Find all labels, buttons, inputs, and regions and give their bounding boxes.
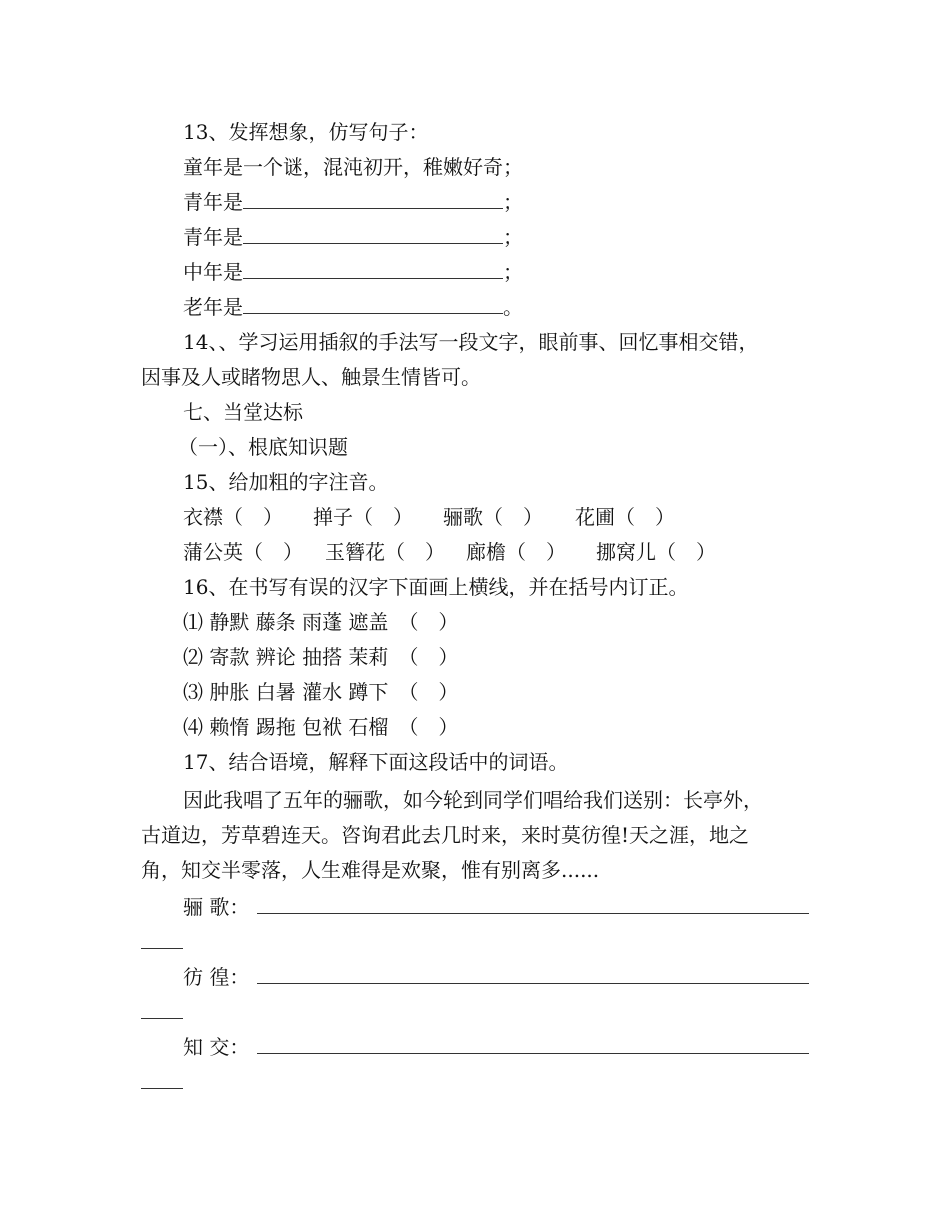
- answer-blank-continuation: [141, 948, 183, 949]
- q16-item: [183, 678, 458, 706]
- q17-passage-line: 角，知交半零落，人生难得是欢聚，惟有别离多......: [141, 858, 600, 882]
- q15-item: 蒲公英（ ）: [183, 540, 303, 564]
- q15-item: 衣襟（ ）: [183, 505, 283, 529]
- q13-line-prefix: 老年是: [183, 295, 243, 319]
- answer-blank-continuation: [141, 1018, 183, 1019]
- answer-blank[interactable]: [257, 963, 809, 984]
- q16-item-number: ⑴: [183, 610, 203, 634]
- q15-item: 玉簪花（ ）: [325, 540, 445, 564]
- answer-blank[interactable]: [243, 293, 503, 314]
- q13-example: 童年是一个谜，混沌初开，稚嫩好奇；: [183, 155, 523, 179]
- q16-item-words: 赖惰 踢拖 包袱 石榴: [209, 715, 389, 739]
- q13-line-end: 。: [503, 295, 523, 319]
- q16-item-words: 肿胀 白暑 灌水 蹲下: [209, 680, 389, 704]
- q17-term-label: 骊 歌：: [183, 895, 250, 919]
- q17-term-label: 知 交：: [183, 1035, 250, 1059]
- q13-line-prefix: 青年是: [183, 190, 243, 214]
- q15-title: 15、给加粗的字注音。: [183, 470, 389, 494]
- answer-blank[interactable]: [243, 258, 503, 279]
- q13-line-prefix: 中年是: [183, 260, 243, 284]
- answer-blank[interactable]: [257, 893, 809, 914]
- q13-line-4: [183, 293, 523, 321]
- answer-blank[interactable]: [257, 1033, 809, 1054]
- q15-item: 掸子（ ）: [313, 505, 413, 529]
- q15-item: 挪窝儿（ ）: [596, 540, 716, 564]
- q13-line-end: ；: [503, 225, 523, 249]
- q14-line-2: 因事及人或睹物思人、触景生情皆可。: [141, 365, 481, 389]
- q13-line-end: ；: [503, 260, 523, 284]
- q17-title: 17、结合语境，解释下面这段话中的词语。: [183, 750, 569, 774]
- q17-term-row: [183, 963, 809, 991]
- q15-item: 骊歌（ ）: [443, 505, 543, 529]
- q17-term-row: [183, 1033, 809, 1061]
- q16-item-number: ⑵: [183, 645, 203, 669]
- q17-passage-line: 古道边，芳草碧连天。咨询君此去几时来，来时莫彷徨!天之涯，地之: [141, 823, 750, 847]
- answer-blank[interactable]: [243, 223, 503, 244]
- section-7-subtitle: （一）、根底知识题: [178, 435, 348, 459]
- q16-item: [183, 713, 458, 741]
- q13-title: 13、发挥想象，仿写句子：: [183, 120, 429, 144]
- q16-item: [183, 608, 458, 636]
- q16-item-paren: （ ）: [398, 680, 459, 704]
- q16-item-number: ⑷: [183, 715, 203, 739]
- q17-passage-line: 因此我唱了五年的骊歌，如今轮到同学们唱给我们送别：长亭外，: [183, 788, 763, 812]
- q13-line-3: [183, 258, 523, 286]
- q15-item: 花圃（ ）: [575, 505, 675, 529]
- q13-line-2: [183, 223, 523, 251]
- q16-item-words: 寄款 辨论 抽搭 茉莉: [209, 645, 389, 669]
- q17-term-row: [183, 893, 809, 921]
- answer-blank[interactable]: [243, 188, 503, 209]
- q17-term-label: 彷 徨：: [183, 965, 250, 989]
- q16-item-words: 静默 藤条 雨蓬 遮盖: [209, 610, 389, 634]
- section-7-title: 七、当堂达标: [183, 400, 303, 424]
- q16-title: 16、在书写有误的汉字下面画上横线，并在括号内订正。: [183, 575, 689, 599]
- q16-item-paren: （ ）: [398, 645, 459, 669]
- q14-line-1: 14、、学习运用插叙的手法写一段文字，眼前事、回忆事相交错，: [183, 330, 759, 354]
- q16-item-paren: （ ）: [398, 610, 459, 634]
- q16-item: [183, 643, 458, 671]
- q13-line-prefix: 青年是: [183, 225, 243, 249]
- q13-line-end: ；: [503, 190, 523, 214]
- q16-item-paren: （ ）: [398, 715, 459, 739]
- q15-item: 廊檐（ ）: [466, 540, 566, 564]
- answer-blank-continuation: [141, 1088, 183, 1089]
- q16-item-number: ⑶: [183, 680, 203, 704]
- q13-line-1: [183, 188, 523, 216]
